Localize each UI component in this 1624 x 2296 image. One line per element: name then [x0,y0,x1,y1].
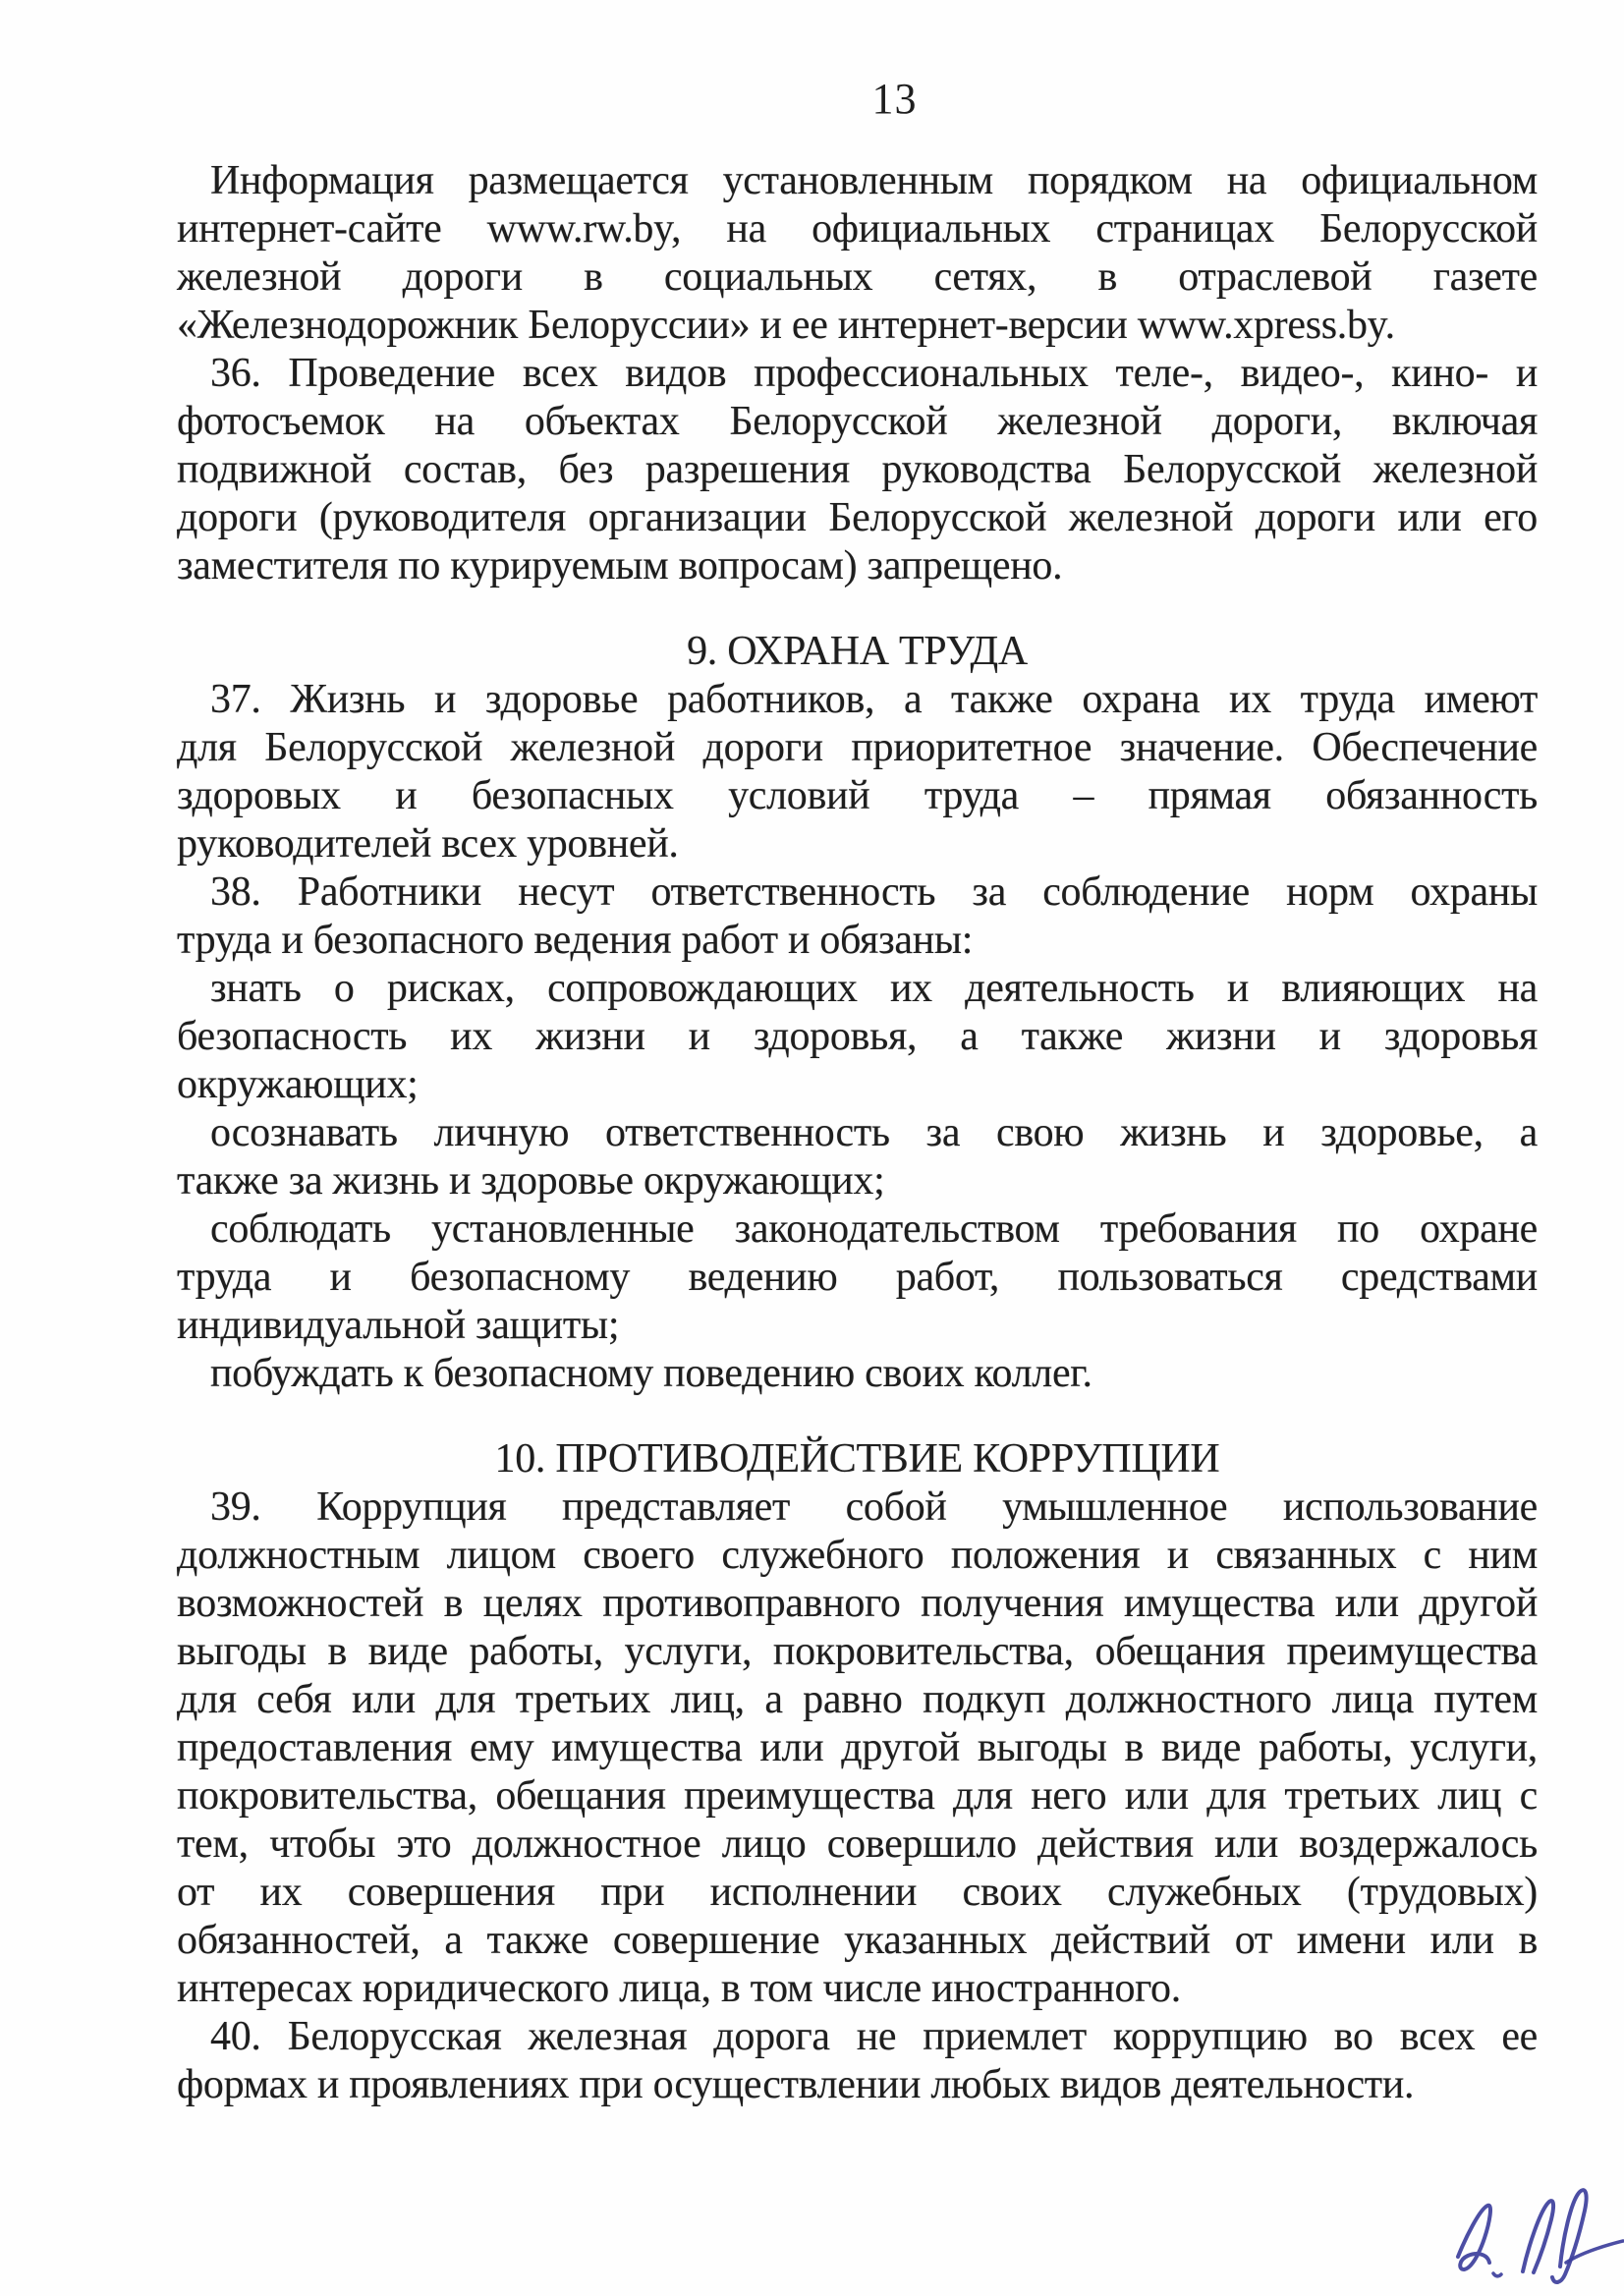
text-line: выгоды в виде работы, услуги, покровительства, обещания преимущества [177,1629,1538,1674]
signature-stroke-a [1458,2206,1490,2269]
signature-stroke-loop2 [1552,2190,1587,2282]
text-line: обязанностей, а также совершение указанных действий от имени или в [177,1918,1538,1963]
text-line: окружающих; [177,1062,419,1107]
document-body [177,157,1538,2109]
text-line: подвижной состав, без разрешения руководства Белорусской железной [177,447,1538,492]
text-line: соблюдать установленные законодательством требования по охране [210,1206,1538,1252]
text-line: индивидуальной защиты; [177,1303,620,1348]
text-line: интересах юридического лица, в том числе иностранного. [177,1966,1181,2011]
handwritten-signature [1444,2176,1624,2292]
paragraph [177,1484,1538,2013]
paragraph [177,2013,1538,2109]
paragraph [177,157,1538,350]
text-line: возможностей в целях противоправного получения имущества или другой [177,1581,1538,1626]
paragraph [177,1350,1538,1398]
text-line: от их совершения при исполнении своих служебных (трудовых) [177,1870,1538,1915]
text-line: тем, чтобы это должностное лицо совершило действия или воздержалось [177,1821,1538,1867]
paragraph [177,1109,1538,1205]
text-line: для Белорусской железной дороги приоритетное значение. Обеспечение [177,725,1538,770]
text-line: железной дороги в социальных сетях, в отраслевой газете [177,254,1538,300]
text-line: 37. Жизнь и здоровье работников, а также охрана их труда имеют [210,677,1538,722]
text-line: формах и проявлениях при осуществлении любых видов деятельности. [177,2062,1415,2107]
text-line: 36. Проведение всех видов профессиональных теле-, видео-, кино- и [210,351,1538,396]
text-line: также за жизнь и здоровье окружающих; [177,1158,885,1204]
text-line: «Железнодорожник Белоруссии» и ее интернет-версии www.xpress.by. [177,303,1395,348]
text-line: Информация размещается установленным порядком на официальном [210,158,1538,203]
paragraph [177,1205,1538,1350]
text-line: для себя или для третьих лиц, а равно подкуп должностного лица путем [177,1677,1538,1722]
signature-stroke-loop1 [1523,2201,1553,2272]
text-line: знать о рисках, сопровождающих их деятельность и влияющих на [210,966,1538,1011]
text-line: побуждать к безопасному поведению своих коллег. [210,1351,1092,1396]
section-heading: 10. ПРОТИВОДЕЙСТВИЕ КОРРУПЦИИ [494,1436,1220,1482]
paragraph [177,350,1538,590]
text-line: предоставления ему имущества или другой выгоды в виде работы, услуги, [177,1725,1538,1770]
paragraph [177,676,1538,868]
text-line: 38. Работники несут ответственность за соблюдение норм охраны [210,869,1538,915]
text-line: интернет-сайте www.rw.by, на официальных страницах Белорусской [177,206,1538,252]
text-line: покровительства, обещания преимущества для него или для третьих лиц с [177,1773,1538,1819]
text-line: безопасность их жизни и здоровья, а также жизни и здоровья [177,1014,1538,1059]
signature-stroke-comma [1493,2273,1501,2276]
text-line: дороги (руководителя организации Белорусской железной дороги или его [177,495,1538,540]
section-heading: 9. ОХРАНА ТРУДА [687,629,1028,674]
text-line: здоровых и безопасных условий труда – прямая обязанность [177,773,1538,818]
text-line: 39. Коррупция представляет собой умышленное использование [210,1484,1538,1530]
text-line: осознавать личную ответственность за свою жизнь и здоровье, а [210,1110,1538,1155]
paragraph [177,965,1538,1109]
text-line: труда и безопасного ведения работ и обязаны: [177,918,974,963]
text-line: 40. Белорусская железная дорога не приемлет коррупцию во всех ее [210,2014,1538,2059]
page-number: 13 [871,75,918,123]
text-line: заместителя по курируемым вопросам) запрещено. [177,543,1063,588]
paragraph [177,868,1538,965]
text-line: должностным лицом своего служебного положения и связанных с ним [177,1533,1538,1578]
text-line: труда и безопасному ведению работ, пользоваться средствами [177,1255,1538,1300]
text-line: руководителей всех уровней. [177,821,679,867]
text-line: фотосъемок на объектах Белорусской железной дороги, включая [177,399,1538,444]
